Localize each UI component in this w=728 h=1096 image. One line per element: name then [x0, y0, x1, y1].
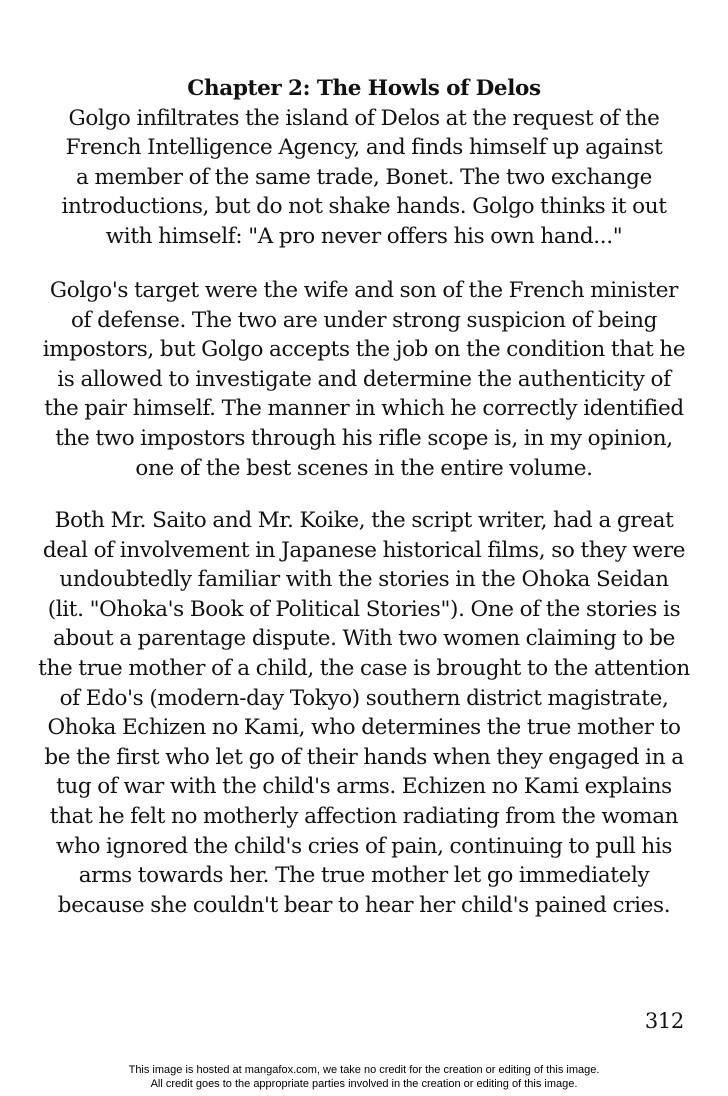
paragraph-3-line: Ohoka Echizen no Kami, who determines the true mother to: [47, 715, 681, 741]
paragraph-3-line: arms towards her. The true mother let go immediately: [78, 863, 650, 889]
chapter-title: Chapter 2: The Howls of Delos: [187, 76, 541, 101]
paragraph-1-line: French Intelligence Agency, and finds himself up against: [65, 135, 663, 161]
paragraph-3-line: the true mother of a child, the case is brought to the attention: [38, 655, 690, 681]
paragraph-2: [20, 276, 708, 483]
paragraph-3-line: about a parentage dispute. With two women claiming to be: [52, 626, 676, 652]
attribution-credit-line: All credit goes to the appropriate parties involved in the creation or editing of this image.: [150, 1078, 578, 1090]
paragraph-2-line: impostors, but Golgo accepts the job on the condition that he: [42, 337, 686, 363]
paragraph-3-line: because she couldn't bear to hear her child's pained cries.: [57, 892, 671, 918]
paragraph-1-line: Golgo infiltrates the island of Delos at the request of the: [68, 105, 660, 131]
paragraph-3-line: (lit. "Ohoka's Book of Political Stories"). One of the stories is: [47, 596, 681, 622]
paragraph-3-line: be the first who let go of their hands when they engaged in a: [44, 744, 684, 770]
paragraph-3-line: who ignored the child's cries of pain, continuing to pull his: [55, 833, 673, 859]
hosting-credit-line: This image is hosted at mangafox.com, we take no credit for the creation or editing of this image.: [128, 1064, 600, 1076]
paragraph-3-line: undoubtedly familiar with the stories in the Ohoka Seidan: [59, 567, 669, 593]
paragraph-3-line: Both Mr. Saito and Mr. Koike, the script writer, had a great: [54, 508, 674, 533]
paragraph-2-line: Golgo's target were the wife and son of the French minister: [49, 278, 679, 303]
paragraph-3-line: that he felt no motherly affection radiating from the woman: [49, 803, 679, 829]
paragraph-3-line: of Edo's (modern-day Tokyo) southern district magistrate,: [59, 685, 669, 711]
paragraph-2-line: the pair himself. The manner in which he correctly identified: [44, 396, 684, 422]
paragraph-2-line: one of the best scenes in the entire volume.: [135, 455, 593, 481]
paragraph-1-line: introductions, but do not shake hands. Golgo thinks it out: [61, 194, 667, 220]
paragraph-1-line: a member of the same trade, Bonet. The two exchange: [76, 164, 652, 190]
section-intro: [20, 74, 708, 252]
paragraph-2-line: of defense. The two are under strong suspicion of being: [70, 307, 658, 333]
paragraph-3-line: tug of war with the child's arms. Echizen no Kami explains: [56, 774, 672, 800]
paragraph-3: [20, 506, 708, 920]
paragraph-1-line: with himself: "A pro never offers his own hand...": [105, 223, 623, 249]
page-number: 312: [644, 1009, 684, 1033]
paragraph-2-line: is allowed to investigate and determine the authenticity of: [57, 366, 671, 392]
paragraph-2-line: the two impostors through his rifle scope is, in my opinion,: [55, 425, 673, 451]
paragraph-3-line: deal of involvement in Japanese historical films, so they were: [42, 537, 686, 563]
